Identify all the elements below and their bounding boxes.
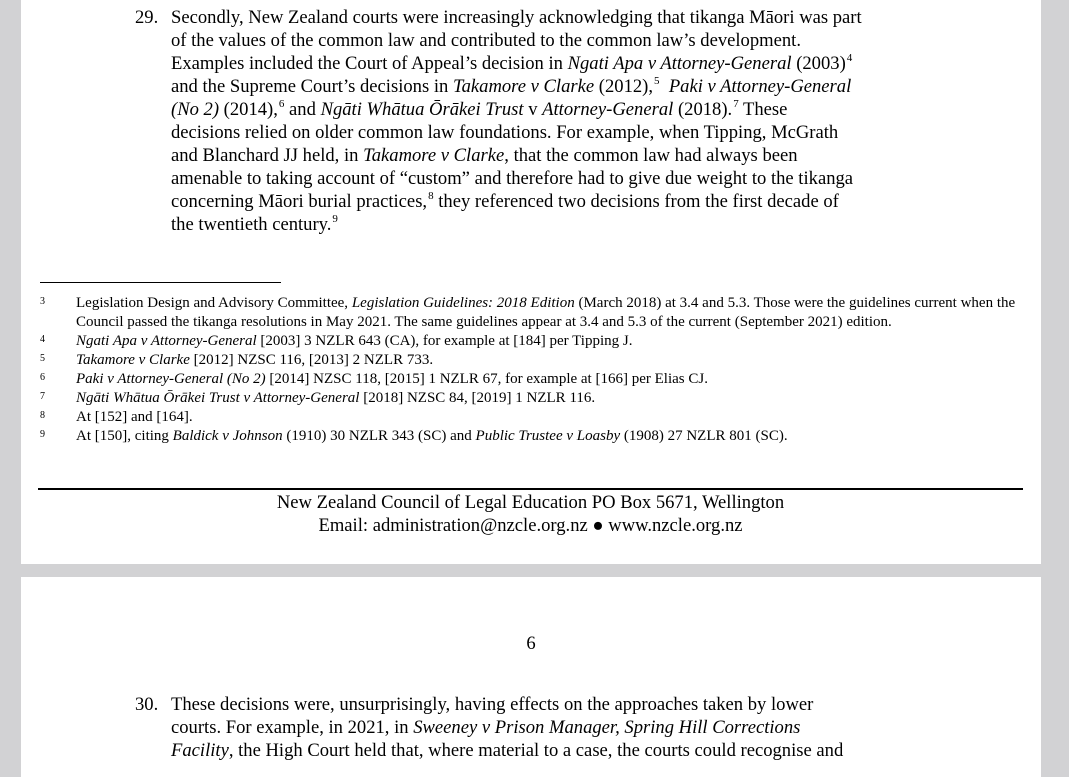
case-name: Paki v Attorney-General	[668, 76, 852, 97]
case-name: Ngāti Whātua Ōrākei Trust v Attorney-General	[76, 390, 360, 406]
footnote-separator	[40, 282, 281, 283]
footer-contact: Email: administration@nzcle.org.nz ● www.nzcle.org.nz	[318, 515, 743, 536]
text-line: Secondly, New Zealand courts were increasingly acknowledging that tikanga Māori was part	[171, 7, 862, 28]
text-line: concerning Māori burial practices,$^8$ they referenced two decisions from the first decade of	[171, 190, 839, 212]
footnote-ref[interactable]: 4	[846, 52, 853, 64]
paragraph-text	[171, 693, 931, 762]
case-name: Takamore v Clarke	[76, 352, 190, 368]
footnote-3: 3 Legislation Design and Advisory Committee, Legislation Guidelines: 2018 Edition (March 2018) at 3.4 and 5.3. Those were the guidelines current when the Council passed the tikanga resolutions in May 2021. The same guidelines appear at 3.4 and 5.3 of the current (September 2021) edition.	[40, 294, 1025, 332]
text-line: amenable to taking account of “custom” and therefore had to give due weight to the tikanga	[171, 168, 854, 189]
case-name: Takamore v Clarke	[452, 76, 595, 97]
footnote-6: 6 Paki v Attorney-General (No 2) [2014] NZSC 118, [2015] 1 NZLR 67, for example at [166] per Elias CJ.	[40, 370, 1025, 389]
footnote-number: 6	[40, 372, 45, 383]
document-page-6	[21, 577, 1041, 777]
footnote-number: 7	[40, 391, 45, 402]
case-name: Ngāti Whātua Ōrākei Trust	[320, 99, 524, 120]
page-number: 6	[526, 633, 536, 654]
footnote-ref[interactable]: 6	[278, 98, 285, 110]
text-line: of the values of the common law and contributed to the common law’s development.	[171, 30, 801, 51]
case-name: Takamore v Clarke	[363, 145, 505, 166]
footer-separator	[38, 488, 1023, 490]
publication-title: Legislation Guidelines: 2018 Edition	[351, 295, 575, 311]
footnote-4: 4 Ngati Apa v Attorney-General [2003] 3 NZLR 643 (CA), for example at [184] per Tipping J.	[40, 332, 1025, 351]
footnote-9: 9 At [150], citing Baldick v Johnson (1910) 30 NZLR 343 (SC) and Public Trustee v Loasby (1908) 27 NZLR 801 (SC).	[40, 427, 1025, 446]
text-line: courts. For example, in 2021, in Sweeney v Prison Manager, Spring Hill Corrections	[171, 717, 801, 738]
text-line: Examples included the Court of Appeal’s decision in Ngati Apa v Attorney-General $(2003)^4$	[171, 52, 853, 74]
footnote-ref[interactable]: 7	[733, 98, 739, 110]
text-line: and the Supreme Court’s decisions in Takamore v Clarke (2012),$^5$ Paki v Attorney-General	[171, 75, 852, 97]
footnote-ref[interactable]: 8	[428, 190, 434, 202]
footnote-8: 8 At [152] and [164].	[40, 408, 1025, 427]
page-footer	[38, 491, 1023, 537]
footnote-ref[interactable]: 9	[332, 213, 338, 225]
footnote-number: 8	[40, 410, 45, 421]
footnote-ref[interactable]: 5	[654, 75, 660, 87]
case-name: Paki v Attorney-General (No 2)	[76, 371, 266, 387]
footnote-number: 9	[40, 429, 45, 440]
text-line: These decisions were, unsurprisingly, having effects on the approaches taken by lower	[171, 694, 814, 715]
case-name: Ngati Apa v Attorney-General	[567, 53, 792, 74]
footnote-7: 7 Ngāti Whātua Ōrākei Trust v Attorney-General [2018] NZSC 84, [2019] 1 NZLR 116.	[40, 389, 1025, 408]
paragraph-text	[171, 6, 931, 236]
footnote-number: 3	[40, 296, 45, 307]
case-name: Public Trustee v Loasby	[475, 428, 621, 444]
text-line: the twentieth century.$^9$	[171, 213, 338, 235]
text-line: decisions relied on older common law foundations. For example, when Tipping, McGrath	[171, 122, 839, 143]
case-name: Sweeney v Prison Manager, Spring Hill Corrections	[413, 717, 801, 738]
paragraph-number: 30.	[135, 694, 159, 715]
case-name: Baldick v Johnson	[172, 428, 283, 444]
text-line: (No 2) (2014),$^6$ and Ngāti Whātua Ōrākei Trust v Attorney-General (2018).$^7$ These	[171, 98, 788, 120]
document-page-5	[21, 0, 1041, 564]
footnote-number: 5	[40, 353, 45, 364]
footnotes	[40, 294, 1025, 446]
footnote-5: 5 Takamore v Clarke [2012] NZSC 116, [2013] 2 NZLR 733.	[40, 351, 1025, 370]
footnote-number: 4	[40, 334, 45, 345]
case-name: Ngati Apa v Attorney-General	[76, 333, 257, 349]
text-line: and Blanchard JJ held, in Takamore v Clarke, that the common law had always been	[171, 145, 798, 166]
footer-address: New Zealand Council of Legal Education PO Box 5671, Wellington	[276, 492, 785, 513]
text-line: Facility, the High Court held that, where material to a case, the courts could recognise and	[171, 740, 844, 761]
paragraph-number: 29.	[135, 7, 159, 28]
